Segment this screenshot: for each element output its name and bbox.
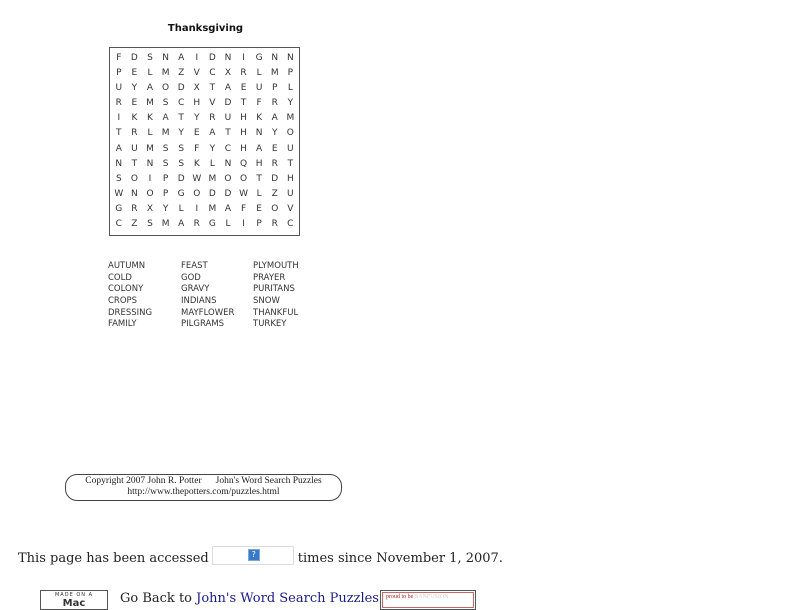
access-suffix: times since November 1, 2007. <box>297 551 503 566</box>
grid-letter: O <box>162 83 170 94</box>
grid-letter: N <box>286 53 294 63</box>
grid-letter: R <box>209 113 216 124</box>
word-column <box>108 261 181 331</box>
grid-letter: M <box>161 128 170 139</box>
copyright-text: Copyright 2007 John R. Potter <box>85 476 202 486</box>
grid-letter: T <box>287 158 294 169</box>
grid-letter: M <box>161 68 170 79</box>
grid-letter: S <box>178 143 185 154</box>
grid-letter: A <box>115 143 122 154</box>
word-item: GRAVY <box>181 284 210 295</box>
grid-letter: G <box>177 188 185 199</box>
grid-letter: E <box>256 203 262 214</box>
word-item: COLONY <box>108 284 144 295</box>
grid-letter: P <box>256 219 262 230</box>
copyright-url: http://www.thepotters.com/puzzles.html <box>127 487 280 497</box>
grid-letter: R <box>240 68 247 79</box>
grid-letter: S <box>147 219 153 230</box>
grid-letter: D <box>208 188 216 199</box>
grid-letter: A <box>178 219 185 230</box>
grid-letter: Q <box>240 158 248 169</box>
grid-letter: E <box>240 83 247 94</box>
grid-letter: E <box>131 68 138 79</box>
grid-letter: M <box>146 143 154 154</box>
grid-letter: S <box>162 143 169 154</box>
grid-letter: Y <box>178 128 184 139</box>
grid-letter: N <box>146 158 154 169</box>
grid-letter: U <box>287 143 294 154</box>
grid-letter: A <box>256 143 263 154</box>
grid-letter: D <box>177 173 185 184</box>
grid-letter: R <box>115 98 122 109</box>
grid-letter: R <box>271 219 278 230</box>
grid-letter: P <box>162 173 169 184</box>
grid-letter: E <box>131 98 138 109</box>
hit-counter <box>212 546 294 565</box>
grid-letter: D <box>224 188 232 199</box>
grid-letter: L <box>178 203 184 214</box>
grid-letter: T <box>209 83 216 94</box>
grid-letter: L <box>147 68 153 79</box>
made-on-mac-badge[interactable] <box>40 590 108 610</box>
proud-badge-text: proud to be <box>386 594 414 600</box>
grid-letter: A <box>224 203 232 214</box>
grid-letter: K <box>193 158 200 169</box>
mac-badge-top: MADE ON A <box>54 592 94 598</box>
grid-letter: I <box>195 203 199 214</box>
grid-letter: T <box>116 128 122 139</box>
grid-letter: T <box>131 158 138 169</box>
word-item: CROPS <box>108 296 138 307</box>
grid-letter: S <box>162 98 169 109</box>
grid-letter: F <box>240 203 247 214</box>
grid-letter: L <box>147 128 153 139</box>
grid-letter: D <box>208 53 216 63</box>
grid-letter: M <box>208 203 217 214</box>
grid-letter: V <box>209 98 216 109</box>
grid-letter: F <box>256 98 262 109</box>
footer-row <box>40 590 500 610</box>
word-item: FEAST <box>181 261 208 271</box>
grid-letter: V <box>193 68 200 79</box>
grid-letter: U <box>224 113 232 124</box>
word-item: GOD <box>181 272 201 283</box>
word-item: COLD <box>108 272 132 283</box>
grid-letter: N <box>224 53 232 63</box>
grid-letter: M <box>286 113 295 124</box>
grid-letter: H <box>286 173 294 184</box>
grid-letter: E <box>193 128 200 139</box>
grid-letter: O <box>271 203 279 214</box>
proud-badge[interactable] <box>380 590 476 610</box>
grid-letter: V <box>287 203 294 214</box>
grid-letter: I <box>117 113 121 124</box>
grid-letter: F <box>194 143 200 154</box>
go-back-prefix: Go Back to <box>120 591 192 606</box>
word-item: FAMILY <box>108 319 137 330</box>
word-item: PLYMOUTH <box>253 261 299 271</box>
grid-letter: M <box>270 68 279 79</box>
grid-letter: I <box>242 53 245 63</box>
grid-letter: Y <box>194 113 200 124</box>
word-item: TURKEY <box>253 319 287 330</box>
grid-letter: Y <box>209 143 216 154</box>
grid-letter: H <box>193 98 201 109</box>
grid-letter: C <box>224 143 232 154</box>
word-list <box>108 261 325 331</box>
grid-letter: P <box>116 68 122 79</box>
grid-letter: A <box>209 128 216 139</box>
grid-letter: K <box>131 113 138 124</box>
grid-letter: L <box>287 83 293 94</box>
grid-letter: S <box>178 158 185 169</box>
grid-letter: N <box>115 158 123 169</box>
broken-image-icon: ? <box>248 549 260 561</box>
grid-letter: K <box>147 113 153 124</box>
mac-logo-icon: Mac <box>62 598 86 609</box>
grid-letter: T <box>225 128 231 139</box>
grid-letter: I <box>148 173 152 184</box>
grid-letter: P <box>162 188 169 199</box>
grid-letter: N <box>224 158 232 169</box>
grid-letter: T <box>240 98 247 109</box>
word-item: DRESSING <box>108 307 153 318</box>
grid-letter: L <box>256 68 262 79</box>
grid-letter: L <box>256 188 262 199</box>
grid-letter: D <box>271 173 279 184</box>
grid-letter: F <box>116 53 122 63</box>
proud-badge-faint: SANFUSION <box>414 594 449 600</box>
grid-letter: P <box>287 68 294 79</box>
grid-letter: N <box>162 53 169 63</box>
grid-letter: C <box>115 219 122 230</box>
copyright-box <box>65 474 342 501</box>
grid-letter: A <box>178 53 185 63</box>
word-item: SNOW <box>253 296 280 307</box>
grid-letter: W <box>192 173 202 184</box>
grid-letter: U <box>115 83 123 94</box>
grid-letter: H <box>240 113 247 124</box>
grid-letter: H <box>240 143 247 154</box>
grid-letter: L <box>209 158 215 169</box>
grid-letter: Y <box>287 98 294 109</box>
grid-letter: A <box>271 113 278 124</box>
word-item: PILGRAMS <box>181 319 225 330</box>
grid-letter: H <box>255 158 263 169</box>
grid-letter: O <box>286 128 294 139</box>
word-item: MAYFLOWER <box>181 307 235 318</box>
word-search-puzzles-link[interactable]: John's Word Search Puzzles <box>196 591 379 606</box>
go-back-line <box>120 591 379 606</box>
grid-letter: Y <box>131 83 138 94</box>
grid-letter: Z <box>178 68 185 79</box>
grid-letter: Y <box>271 128 278 139</box>
word-search-grid <box>109 47 300 236</box>
access-counter-line <box>18 549 503 568</box>
grid-letter: K <box>256 113 263 124</box>
access-prefix: This page has been accessed <box>18 551 209 566</box>
site-name: John's Word Search Puzzles <box>215 476 322 486</box>
grid-letter: W <box>114 188 124 199</box>
grid-letter: M <box>146 98 154 109</box>
grid-letter: A <box>146 83 154 94</box>
word-item: THANKFUL <box>253 307 299 318</box>
grid-letter: P <box>272 83 278 94</box>
grid-letter: A <box>162 113 169 124</box>
grid-letter: X <box>193 83 200 94</box>
word-column <box>253 261 325 331</box>
grid-letter: C <box>209 68 216 79</box>
grid-letter: O <box>146 188 154 199</box>
grid-letter: R <box>271 98 278 109</box>
grid-letter: C <box>178 98 185 109</box>
grid-letter: U <box>255 83 263 94</box>
grid-letter: R <box>271 158 278 169</box>
grid-letter: A <box>224 83 232 94</box>
grid-letter: S <box>115 173 122 184</box>
word-column <box>181 261 253 331</box>
grid-letter: H <box>240 128 247 139</box>
grid-letter: W <box>239 188 248 199</box>
grid-letter: D <box>130 53 138 63</box>
grid-letter: D <box>177 83 185 94</box>
grid-letter: U <box>131 143 138 154</box>
grid-letter: N <box>271 53 279 63</box>
grid-letter: S <box>147 53 153 63</box>
grid-letter: T <box>178 113 184 124</box>
grid-letter: R <box>131 203 138 214</box>
grid-letter: Z <box>271 188 278 199</box>
grid-letter: X <box>146 203 154 214</box>
grid-letter: X <box>224 68 232 79</box>
grid-letter: G <box>115 203 123 214</box>
grid-letter: T <box>256 173 262 184</box>
grid-letter: Y <box>162 203 169 214</box>
word-item: AUTUMN <box>108 261 146 271</box>
grid-letter: O <box>130 173 138 184</box>
letter-grid <box>111 51 298 232</box>
grid-letter: N <box>255 128 263 139</box>
grid-letter: Z <box>131 219 138 230</box>
grid-letter: O <box>224 173 232 184</box>
word-item: PRAYER <box>253 272 286 283</box>
grid-letter: M <box>208 173 217 184</box>
grid-letter: E <box>271 143 278 154</box>
grid-letter: U <box>287 188 294 199</box>
grid-letter: M <box>161 219 170 230</box>
grid-letter: I <box>242 219 245 230</box>
grid-letter: G <box>255 53 263 63</box>
grid-letter: S <box>162 158 169 169</box>
grid-letter: O <box>193 188 201 199</box>
grid-letter: G <box>208 219 216 230</box>
grid-letter: N <box>131 188 138 199</box>
grid-letter: L <box>225 219 231 230</box>
word-item: PURITANS <box>253 284 295 295</box>
grid-letter: C <box>287 219 294 230</box>
grid-letter: R <box>193 219 200 230</box>
puzzle-title: Thanksgiving <box>167 23 244 34</box>
grid-letter: O <box>240 173 248 184</box>
grid-letter: I <box>195 53 199 63</box>
grid-letter: R <box>131 128 138 139</box>
word-item: INDIANS <box>181 296 217 307</box>
grid-letter: D <box>224 98 232 109</box>
